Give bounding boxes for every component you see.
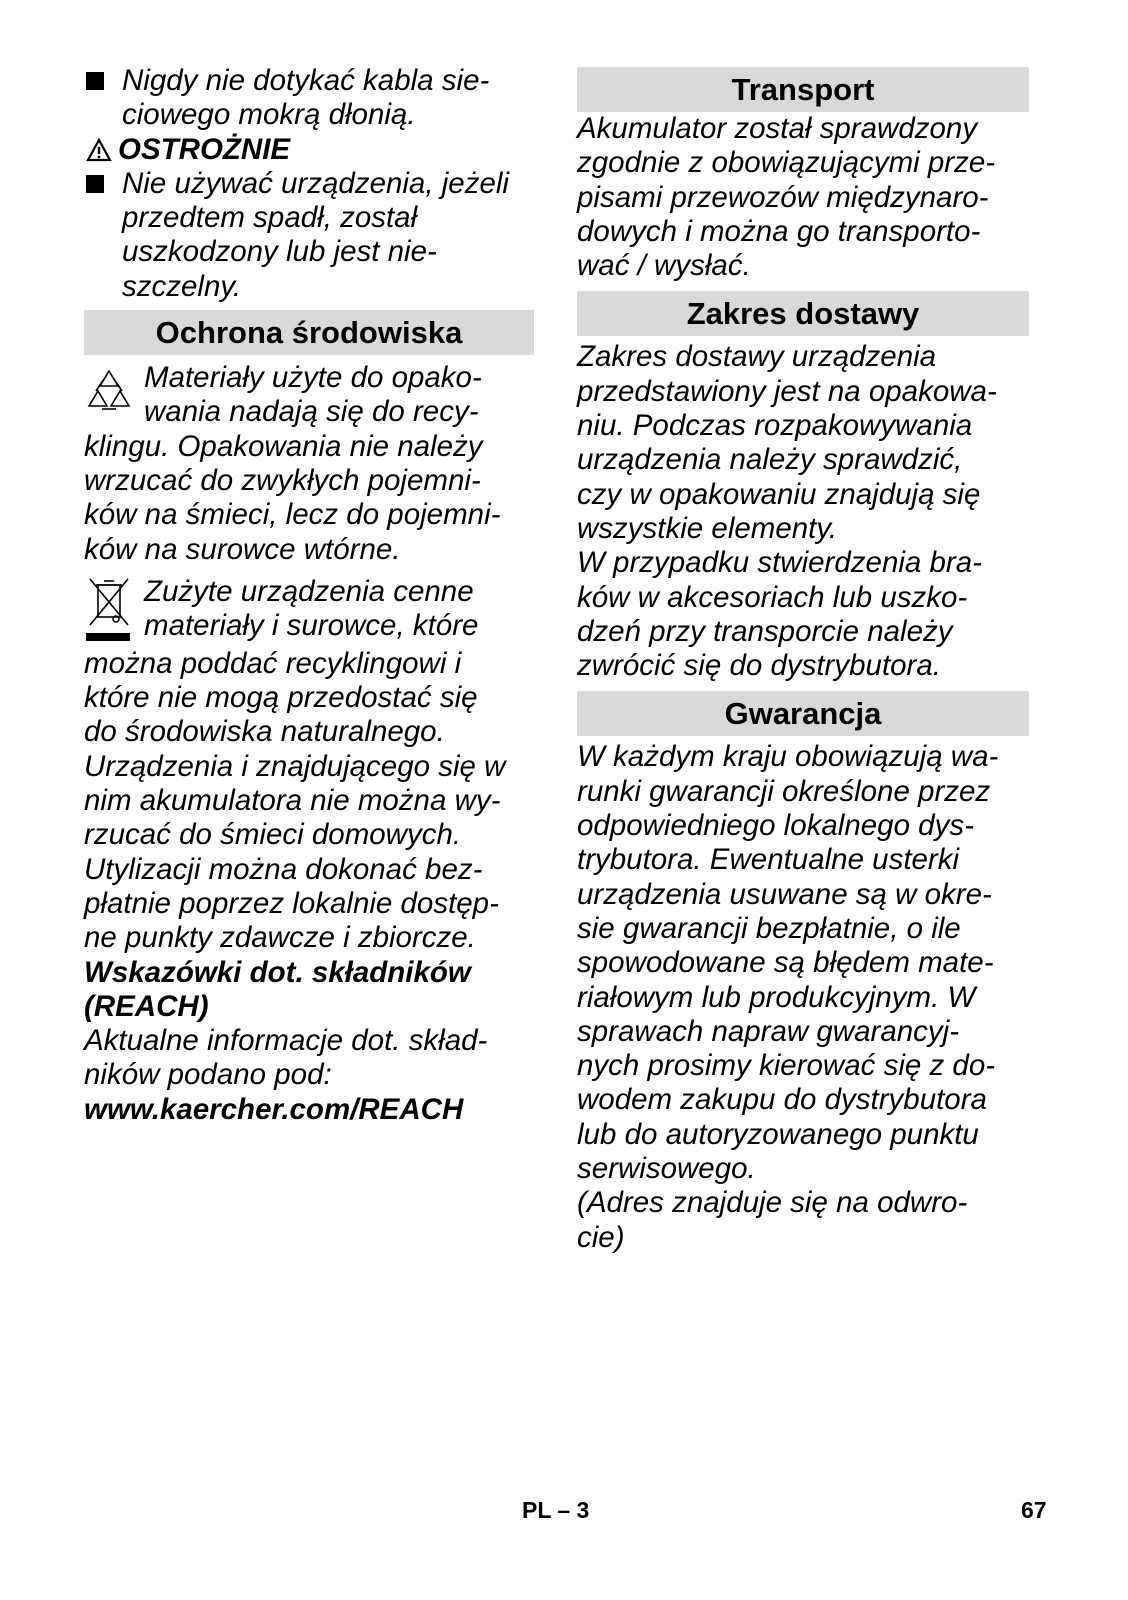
section-heading-transport: Transport: [577, 67, 1029, 112]
bullet-item: Nie używać urządzenia, jeżeli przedtem spadł, został uszkodzony lub jest nie- szczelny.: [84, 167, 534, 304]
recycle-icon: [84, 361, 134, 421]
reach-heading: Wskazówki dot. składników (REACH): [84, 955, 471, 1023]
left-column: [84, 64, 534, 1127]
bullet-square-icon: [86, 72, 104, 90]
reach-url: www.kaercher.com/REACH: [84, 1092, 464, 1126]
bullet-square-icon: [86, 175, 104, 193]
section-heading-delivery: Zakres dostawy: [577, 291, 1029, 336]
warning-triangle-icon: [86, 138, 112, 162]
section-heading-warranty: Gwarancja: [577, 691, 1029, 736]
bullet-item: Nigdy nie dotykać kabla sie- ciowego mokrą dłonią.: [84, 64, 534, 133]
weee-paragraph: Zużyte urządzenia cenne materiały i surowce, które można poddać recyklingowi i które nie mogą przedostać się do środowiska naturalnego. Urządzenia i znajdującego się w nim akumulatora nie można wy- rzucać do śmieci domowych. Utylizacji można dokonać bez- płatnie poprzez lokalnie dostęp- ne punkty zdawcze i zbiorcze.: [84, 574, 506, 955]
recycling-paragraph: Materiały użyte do opako- wania nadają się do recy- klingu. Opakowania nie należy wrzucać do zwykłych pojemni- ków na śmieci, lecz do pojemni- ków na surowce wtórne.: [84, 361, 501, 566]
transport-paragraph: Akumulator został sprawdzony zgodnie z obowiązującymi prze- pisami przewozów międzynaro- dowych i można go transporto- wać / wysłać.: [577, 112, 996, 283]
right-column: [577, 64, 1029, 1255]
section-heading-environment: Ochrona środowiska: [84, 310, 534, 355]
warning-label: OSTROŻNIE: [84, 133, 534, 167]
reach-text: Aktualne informacje dot. skład- ników podano pod:: [84, 1024, 488, 1092]
warranty-paragraph: W każdym kraju obowiązują wa- runki gwarancji określone przez odpowiedniego lokalnego dys- trybutora. Ewentualne usterki urządzenia usuwane są w okre- sie gwarancji bezpłatnie, o ile spowodowane są błędem mate- riałowym lub produkcyjnym. W sprawach napraw gwarancyj- nych prosimy kierować się z do- wodem zakupu do dystrybutora lub do autoryzowanego punktu serwisowego. (Adres znajduje się na odwro- cie): [577, 740, 999, 1254]
crossed-out-bin-icon: [84, 575, 134, 647]
delivery-paragraph: Zakres dostawy urządzenia przedstawiony jest na opakowa- niu. Podczas rozpakowywania urządzenia należy sprawdzić, czy w opakowaniu znajdują się wszystkie elementy. W przypadku stwierdzenia bra- ków w akcesoriach lub uszko- dzeń przy transporcie należy zwrócić się do dystrybutora.: [577, 340, 997, 683]
page-number: 67: [1021, 1497, 1047, 1523]
footer-section-label: PL – 3: [522, 1497, 590, 1523]
